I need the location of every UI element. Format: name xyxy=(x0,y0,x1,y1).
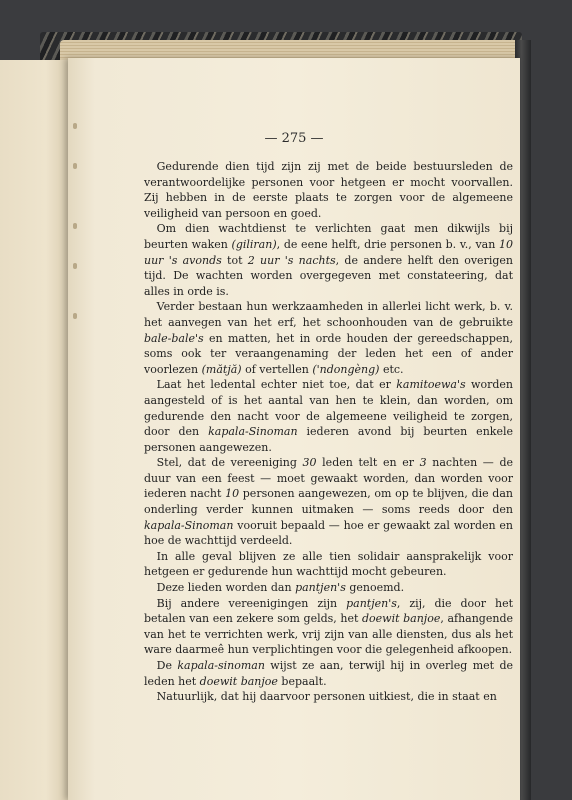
text-run: worden aangesteld of is het aantal van hen te klein, dan worden, om gedurende den nacht voor de algemeene veiligheid te zorgen, door den xyxy=(144,378,513,439)
text-run: In alle geval blijven ze alle tien solidair aansprakelijk voor hetgeen er gedurende hun wachttijd mocht gebeuren. xyxy=(144,549,513,579)
left-page-fragment xyxy=(0,435,4,458)
paragraph xyxy=(144,658,513,689)
italic-term: 10 uur 's avonds xyxy=(144,237,513,267)
text-run: , de andere helft den overigen tijd. De wachten worden overgegeven met constateering, dat alles in orde is. xyxy=(144,253,513,298)
paragraph xyxy=(144,159,513,221)
text-run: Om dien wachtdienst te verlichten gaat men dikwijls bij beurten waken xyxy=(144,222,513,251)
italic-term: 30 xyxy=(302,456,317,470)
text-run: , zij, die door het betalen van een zekere som gelds, het xyxy=(144,596,513,626)
italic-term: kapala-Sinoman xyxy=(208,425,298,439)
paragraph xyxy=(144,596,513,658)
italic-term: pantjen's xyxy=(295,581,346,595)
text-run: Gedurende dien tijd zijn zij met de beide bestuursleden de verantwoordelijke personen voor hetgeen er mocht voorvallen. Zij hebben in de eerste plaats te zorgen voor de algemeene veiligheid van persoon en goed. xyxy=(144,160,513,220)
paragraph xyxy=(144,580,513,596)
text-run: Laat het ledental echter niet toe, dat er xyxy=(156,378,397,392)
italic-term: kamitoewa's xyxy=(396,378,466,392)
text-run: Verder bestaan hun werkzaamheden in allerlei licht werk, b. v. het aanvegen van het erf, het schoonhouden van de gebruikte xyxy=(144,300,513,329)
italic-term: 10 xyxy=(225,487,240,501)
left-page-fragment xyxy=(0,368,4,391)
text-run: genoemd. xyxy=(345,581,405,595)
page-number: — 275 — xyxy=(264,131,324,146)
left-page-fragment xyxy=(0,390,4,413)
italic-term: doewit banjoe xyxy=(362,612,441,626)
text-run: Stel, dat de vereeniging xyxy=(156,456,303,470)
book-page xyxy=(68,58,520,800)
left-page-fragment xyxy=(0,345,4,368)
text-run: bepaalt. xyxy=(277,674,327,688)
text-run: iederen avond bij beurten enkele personen aangewezen. xyxy=(144,425,513,454)
gutter-marks xyxy=(73,123,83,343)
left-page xyxy=(0,60,70,800)
text-run: en matten, het in orde houden der gereedschappen, soms ook ter veraangenaming der leden het een of ander voorlezen xyxy=(144,331,513,376)
paragraph xyxy=(144,689,513,705)
italic-term: (mătjă) xyxy=(201,362,242,376)
text-run: leden telt en er xyxy=(316,456,420,470)
paragraph xyxy=(144,377,513,455)
left-page-fragment xyxy=(0,210,4,233)
italic-term: doewit banjoe xyxy=(199,674,278,688)
left-page-fragments xyxy=(0,210,4,458)
italic-term: (giliran) xyxy=(231,237,277,251)
left-page-fragment xyxy=(0,255,4,278)
text-run: , afhangende van het te verrichten werk, vrij zijn van alle diensten, dus als het ware daarmeê hun verplichtingen voor die gelegenheid afkoopen. xyxy=(144,612,513,657)
text-run: nachten — de duur van een feest — moet gewaakt worden, dan worden voor iederen nacht xyxy=(144,456,513,501)
italic-term: bale-bale's xyxy=(144,331,204,345)
left-page-fragment xyxy=(0,278,4,301)
text-run: personen aangewezen, om op te blijven, die dan onderling verder kunnen uitmaken — soms reeds door den xyxy=(144,487,513,517)
text-run: wijst ze aan, terwijl hij in overleg met de leden het xyxy=(144,659,514,688)
text-run: tot xyxy=(221,253,248,267)
italic-term: 3 xyxy=(419,456,427,470)
paragraph xyxy=(144,221,513,299)
paragraph xyxy=(144,299,513,377)
left-page-fragment xyxy=(0,233,4,256)
italic-term: kapala-Sinoman xyxy=(144,518,234,532)
text-run: Natuurlijk, dat hij daarvoor personen uitkiest, die in staat en xyxy=(156,690,497,704)
italic-term: pantjen's xyxy=(346,596,397,610)
italic-term: 2 uur 's nachts xyxy=(247,253,336,267)
text-run: Deze lieden worden dan xyxy=(156,581,296,595)
paragraph xyxy=(144,549,513,580)
text-run: De xyxy=(156,659,178,672)
text-run: , de eene helft, drie personen b. v., van xyxy=(276,237,499,251)
paragraph xyxy=(144,455,513,549)
text-run: Bij andere vereenigingen zijn xyxy=(156,596,347,610)
text-run: etc. xyxy=(379,362,404,376)
left-page-fragment xyxy=(0,413,4,436)
italic-term: kapala-sinoman xyxy=(177,659,265,672)
italic-term: ('ndongèng) xyxy=(312,362,380,376)
text-run: vooruit bepaald — hoe er gewaakt zal worden en hoe de wachttijd verdeeld. xyxy=(144,518,513,548)
body-text xyxy=(144,159,513,705)
left-page-fragment xyxy=(0,300,4,323)
text-run: of vertellen xyxy=(241,362,313,376)
left-page-fragment xyxy=(0,323,4,346)
